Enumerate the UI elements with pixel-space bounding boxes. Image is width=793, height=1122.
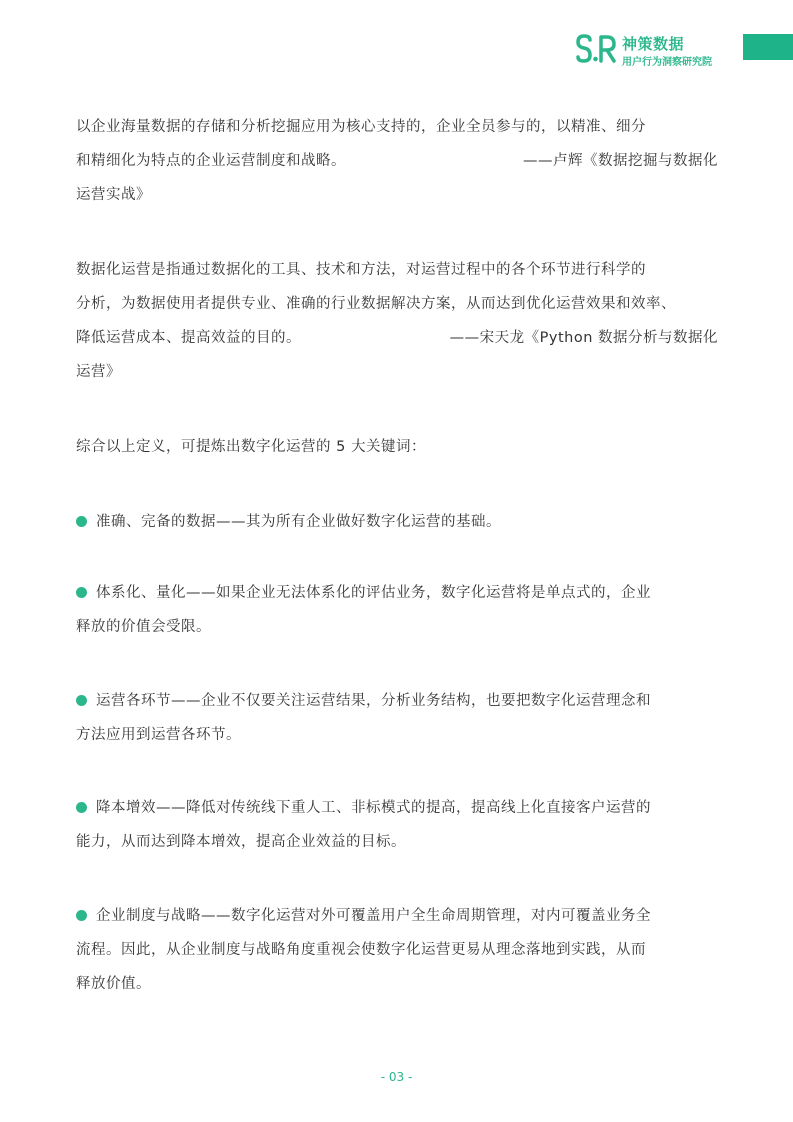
quote2-source: ——宋天龙《Python 数据分析与数据化 bbox=[449, 330, 718, 346]
keyword-4-line1: 降本增效——降低对传统线下重人工、非标模式的提高，提高线上化直接客户运营的 bbox=[96, 800, 651, 816]
quote1-line1: 以企业海量数据的存储和分析挖掘应用为核心支持的，企业全员参与的，以精准、细分 bbox=[76, 119, 646, 135]
keyword-2-line2: 释放的价值会受限。 bbox=[76, 619, 211, 635]
quote1-line3: 运营实战》 bbox=[76, 187, 151, 203]
keyword-item-1 bbox=[76, 505, 718, 539]
bullet-dot-icon bbox=[76, 695, 87, 706]
bullet-dot-icon bbox=[76, 516, 87, 527]
keyword-5-line1: 企业制度与战略——数字化运营对外可覆盖用户全生命周期管理，对内可覆盖业务全 bbox=[96, 908, 651, 924]
keyword-3-line2: 方法应用到运营各环节。 bbox=[76, 727, 241, 743]
bullet-dot-icon bbox=[76, 802, 87, 813]
quote2-line2: 分析，为数据使用者提供专业、准确的行业数据解决方案，从而达到优化运营效果和效率、 bbox=[76, 296, 676, 312]
logo-subtitle: 用户行为洞察研究院 bbox=[622, 57, 712, 68]
header-accent-bar bbox=[743, 34, 793, 60]
keyword-5-line2: 流程。因此，从企业制度与战略角度重视会使数字化运营更易从理念落地到实践，从而 bbox=[76, 942, 646, 958]
page-number: - 03 - bbox=[380, 1070, 413, 1084]
summary-line bbox=[76, 430, 718, 464]
quote1-line2: 和精细化为特点的企业运营制度和战略。 bbox=[76, 153, 346, 169]
keyword-1-line1: 准确、完备的数据——其为所有企业做好数字化运营的基础。 bbox=[96, 514, 501, 530]
quote2-line1: 数据化运营是指通过数据化的工具、技术和方法，对运营过程中的各个环节进行科学的 bbox=[76, 262, 646, 278]
keyword-2-line1: 体系化、量化——如果企业无法体系化的评估业务，数字化运营将是单点式的，企业 bbox=[96, 585, 651, 601]
bullet-dot-icon bbox=[76, 910, 87, 921]
keyword-item-3 bbox=[76, 684, 718, 752]
logo-title: 神策数据 bbox=[622, 35, 685, 53]
sr-logo-icon bbox=[576, 34, 616, 64]
keyword-5-line3: 释放价值。 bbox=[76, 976, 151, 992]
summary-text: 综合以上定义，可提炼出数字化运营的 5 大关键词： bbox=[76, 439, 426, 455]
quote2-line3: 降低运营成本、提高效益的目的。 bbox=[76, 330, 301, 346]
keyword-item-5 bbox=[76, 899, 718, 1001]
keyword-item-2 bbox=[76, 576, 718, 644]
keyword-3-line1: 运营各环节——企业不仅要关注运营结果，分析业务结构，也要把数字化运营理念和 bbox=[96, 693, 651, 709]
keyword-4-line2: 能力，从而达到降本增效，提高企业效益的目标。 bbox=[76, 834, 406, 850]
keyword-item-4 bbox=[76, 791, 718, 859]
bullet-dot-icon bbox=[76, 587, 87, 598]
quote-paragraph-2 bbox=[76, 253, 718, 389]
quote1-source: ——卢辉《数据挖掘与数据化 bbox=[523, 153, 718, 169]
quote2-line4: 运营》 bbox=[76, 364, 121, 380]
quote-paragraph-1 bbox=[76, 110, 718, 212]
